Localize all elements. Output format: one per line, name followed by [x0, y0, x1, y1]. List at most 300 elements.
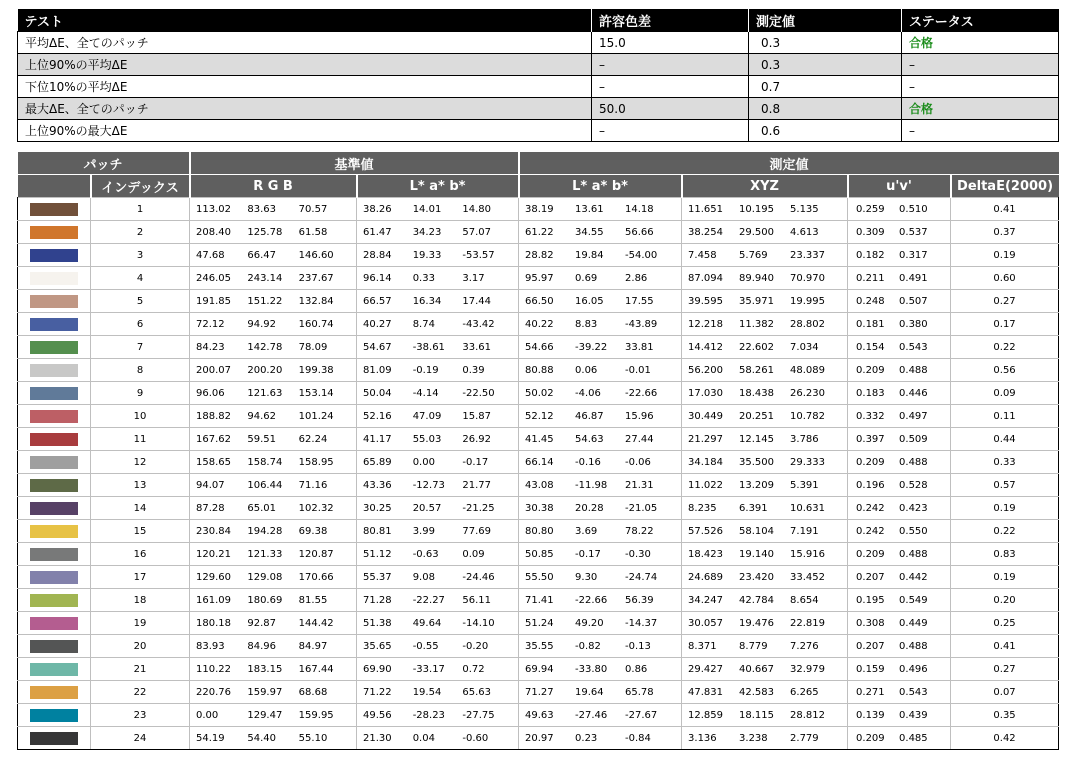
xyz-value: 26.230 — [790, 387, 826, 399]
uv-value: 0.449 — [899, 617, 928, 629]
swatch-cell — [18, 405, 91, 428]
rgb-cell — [190, 520, 357, 543]
rgb-value: 54.40 — [247, 732, 276, 744]
patch-header-sub-row — [18, 175, 1059, 198]
xyz-value: 10.195 — [739, 203, 775, 215]
lab-value: 26.92 — [462, 433, 491, 445]
lab-value: -0.20 — [462, 640, 489, 652]
color-swatch — [30, 617, 78, 630]
patch-row — [18, 405, 1059, 428]
lab-value: 19.64 — [575, 686, 604, 698]
uv-cell — [848, 635, 951, 658]
lab-value: 51.12 — [363, 548, 392, 560]
delta-e-value: 0.56 — [951, 359, 1059, 382]
patch-row — [18, 451, 1059, 474]
xyz-cell — [682, 244, 848, 267]
lab-value: 54.67 — [363, 341, 392, 353]
uv-value: 0.397 — [856, 433, 885, 445]
xyz-value: 28.812 — [790, 709, 826, 721]
uv-value: 0.154 — [856, 341, 885, 353]
color-swatch — [30, 226, 78, 239]
xyz-value: 19.476 — [739, 617, 775, 629]
lab-value: 81.09 — [363, 364, 392, 376]
rgb-value: 199.38 — [298, 364, 334, 376]
lab-value: 9.30 — [575, 571, 598, 583]
uv-value: 0.309 — [856, 226, 885, 238]
xyz-cell — [682, 428, 848, 451]
delta-e-value: 0.35 — [951, 704, 1059, 727]
lab-value: -0.55 — [412, 640, 439, 652]
summary-row — [18, 54, 1059, 76]
lab-value: -28.23 — [412, 709, 445, 721]
lab-value: 61.22 — [525, 226, 554, 238]
lab-value: 71.41 — [525, 594, 554, 606]
uv-value: 0.209 — [856, 364, 885, 376]
rgb-value: 102.32 — [298, 502, 334, 514]
lab-measured-cell — [519, 382, 682, 405]
rgb-value: 191.85 — [196, 295, 232, 307]
xyz-cell — [682, 497, 848, 520]
delta-e-value: 0.41 — [951, 635, 1059, 658]
rgb-value: 170.66 — [298, 571, 334, 583]
rgb-value: 167.62 — [196, 433, 232, 445]
lab-value: -0.84 — [625, 732, 651, 744]
lab-value: 78.22 — [625, 525, 654, 537]
lab-value: 34.23 — [412, 226, 442, 238]
summary-table — [17, 9, 1059, 142]
lab-value: 66.14 — [525, 456, 554, 468]
xyz-cell — [682, 405, 848, 428]
uv-value: 0.242 — [856, 502, 885, 514]
header-xyz: XYZ — [682, 175, 848, 198]
lab-value: 30.38 — [525, 502, 554, 514]
xyz-value: 22.819 — [790, 617, 826, 629]
xyz-value: 8.235 — [688, 502, 717, 514]
lab-reference-cell — [357, 635, 519, 658]
patch-index: 14 — [91, 497, 190, 520]
swatch-cell — [18, 681, 91, 704]
lab-value: 69.94 — [525, 663, 554, 675]
patch-index: 1 — [91, 198, 190, 221]
delta-e-value: 0.44 — [951, 428, 1059, 451]
rgb-value: 87.28 — [196, 502, 225, 514]
lab-value: -0.19 — [412, 364, 439, 376]
lab-value: 9.08 — [412, 571, 435, 583]
lab-reference-cell — [357, 658, 519, 681]
xyz-cell — [682, 612, 848, 635]
lab-value: 61.47 — [363, 226, 392, 238]
uv-value: 0.259 — [856, 203, 885, 215]
patch-index: 4 — [91, 267, 190, 290]
xyz-value: 29.500 — [739, 226, 775, 238]
lab-reference-cell — [357, 313, 519, 336]
lab-value: -54.00 — [625, 249, 658, 261]
xyz-value: 7.276 — [790, 640, 819, 652]
patch-header-top-row — [18, 152, 1059, 175]
delta-e-value: 0.27 — [951, 658, 1059, 681]
rgb-value: 84.96 — [247, 640, 276, 652]
delta-e-value: 0.07 — [951, 681, 1059, 704]
uv-value: 0.528 — [899, 479, 928, 491]
lab-value: 0.09 — [462, 548, 485, 560]
uv-value: 0.196 — [856, 479, 885, 491]
lab-value: 65.63 — [462, 686, 491, 698]
lab-value: 30.25 — [363, 502, 392, 514]
header-delta-e: DeltaE(2000) — [951, 175, 1059, 198]
uv-value: 0.491 — [899, 272, 928, 284]
header-index: インデックス — [91, 175, 190, 198]
xyz-cell — [682, 359, 848, 382]
xyz-value: 23.337 — [790, 249, 826, 261]
xyz-value: 35.971 — [739, 295, 775, 307]
header-swatch — [18, 175, 91, 198]
lab-value: 66.50 — [525, 295, 554, 307]
delta-e-value: 0.19 — [951, 244, 1059, 267]
rgb-value: 200.07 — [196, 364, 232, 376]
rgb-value: 71.16 — [298, 479, 328, 491]
patch-index: 15 — [91, 520, 190, 543]
rgb-value: 121.63 — [247, 387, 283, 399]
lab-value: 65.78 — [625, 686, 654, 698]
xyz-value: 11.022 — [688, 479, 724, 491]
swatch-cell — [18, 267, 91, 290]
xyz-value: 39.595 — [688, 295, 724, 307]
summary-measured-cell: 0.8 — [749, 98, 902, 120]
xyz-cell — [682, 681, 848, 704]
swatch-cell — [18, 612, 91, 635]
lab-measured-cell — [519, 405, 682, 428]
uv-value: 0.488 — [899, 456, 928, 468]
patch-index: 10 — [91, 405, 190, 428]
lab-value: 0.33 — [412, 272, 435, 284]
uv-value: 0.446 — [899, 387, 928, 399]
lab-value: -0.17 — [462, 456, 489, 468]
xyz-value: 5.769 — [739, 249, 768, 261]
delta-e-value: 0.11 — [951, 405, 1059, 428]
xyz-value: 15.916 — [790, 548, 826, 560]
xyz-value: 8.779 — [739, 640, 768, 652]
patch-index: 24 — [91, 727, 190, 750]
rgb-value: 132.84 — [298, 295, 334, 307]
lab-value: 14.01 — [412, 203, 442, 215]
summary-test-cell: 最大ΔE、全てのパッチ — [18, 98, 592, 120]
delta-e-value: 0.17 — [951, 313, 1059, 336]
xyz-value: 17.030 — [688, 387, 724, 399]
lab-measured-cell — [519, 474, 682, 497]
uv-cell — [848, 658, 951, 681]
lab-value: 50.04 — [363, 387, 392, 399]
uv-value: 0.543 — [899, 686, 928, 698]
header-measured: 測定値 — [749, 9, 902, 32]
lab-measured-cell — [519, 244, 682, 267]
lab-value: -0.60 — [462, 732, 489, 744]
swatch-cell — [18, 221, 91, 244]
color-swatch — [30, 502, 78, 515]
patch-row — [18, 543, 1059, 566]
delta-e-value: 0.25 — [951, 612, 1059, 635]
color-swatch — [30, 410, 78, 423]
rgb-cell — [190, 704, 357, 727]
delta-e-value: 0.83 — [951, 543, 1059, 566]
uv-value: 0.207 — [856, 640, 885, 652]
xyz-value: 5.135 — [790, 203, 819, 215]
lab-value: 34.55 — [575, 226, 604, 238]
lab-value: 57.07 — [462, 226, 491, 238]
patch-row — [18, 704, 1059, 727]
lab-value: 71.22 — [363, 686, 392, 698]
uv-value: 0.209 — [856, 732, 885, 744]
lab-value: -43.42 — [462, 318, 495, 330]
rgb-cell — [190, 221, 357, 244]
lab-value: 49.56 — [363, 709, 392, 721]
xyz-cell — [682, 290, 848, 313]
summary-status-cell: 合格 — [902, 32, 1059, 54]
xyz-value: 38.254 — [688, 226, 724, 238]
lab-reference-cell — [357, 520, 519, 543]
xyz-value: 3.786 — [790, 433, 819, 445]
patch-index: 21 — [91, 658, 190, 681]
summary-test-cell: 平均ΔE、全てのパッチ — [18, 32, 592, 54]
xyz-value: 47.831 — [688, 686, 724, 698]
patch-index: 17 — [91, 566, 190, 589]
lab-value: -53.57 — [462, 249, 495, 261]
xyz-value: 18.438 — [739, 387, 775, 399]
rgb-value: 158.74 — [247, 456, 283, 468]
color-swatch — [30, 640, 78, 653]
lab-value: 43.08 — [525, 479, 554, 491]
swatch-cell — [18, 290, 91, 313]
xyz-value: 19.995 — [790, 295, 826, 307]
lab-value: 3.17 — [462, 272, 485, 284]
xyz-cell — [682, 589, 848, 612]
uv-value: 0.332 — [856, 410, 885, 422]
lab-reference-cell — [357, 221, 519, 244]
rgb-cell — [190, 612, 357, 635]
xyz-value: 3.136 — [688, 732, 717, 744]
lab-value: 20.28 — [575, 502, 604, 514]
swatch-cell — [18, 543, 91, 566]
rgb-value: 121.33 — [247, 548, 283, 560]
xyz-value: 18.115 — [739, 709, 775, 721]
xyz-value: 12.145 — [739, 433, 775, 445]
uv-cell — [848, 382, 951, 405]
lab-reference-cell — [357, 405, 519, 428]
xyz-cell — [682, 727, 848, 750]
xyz-value: 58.261 — [739, 364, 775, 376]
lab-value: 52.12 — [525, 410, 554, 422]
lab-value: -0.82 — [575, 640, 601, 652]
lab-measured-cell — [519, 520, 682, 543]
lab-reference-cell — [357, 543, 519, 566]
lab-value: -24.46 — [462, 571, 495, 583]
xyz-value: 10.631 — [790, 502, 826, 514]
lab-reference-cell — [357, 359, 519, 382]
uv-cell — [848, 221, 951, 244]
rgb-cell — [190, 336, 357, 359]
lab-value: -33.80 — [575, 663, 608, 675]
lab-value: 54.63 — [575, 433, 604, 445]
rgb-value: 158.95 — [298, 456, 334, 468]
xyz-value: 89.940 — [739, 272, 775, 284]
xyz-value: 8.654 — [790, 594, 819, 606]
uv-value: 0.248 — [856, 295, 885, 307]
lab-value: 15.87 — [462, 410, 491, 422]
xyz-value: 29.333 — [790, 456, 826, 468]
rgb-value: 146.60 — [298, 249, 334, 261]
patch-row — [18, 635, 1059, 658]
patch-index: 12 — [91, 451, 190, 474]
rgb-value: 68.68 — [298, 686, 328, 698]
uv-cell — [848, 428, 951, 451]
uv-cell — [848, 520, 951, 543]
patch-index: 13 — [91, 474, 190, 497]
xyz-value: 12.218 — [688, 318, 724, 330]
xyz-value: 34.184 — [688, 456, 724, 468]
patch-row — [18, 474, 1059, 497]
lab-value: 49.64 — [412, 617, 442, 629]
patch-row — [18, 313, 1059, 336]
lab-value: -0.16 — [575, 456, 601, 468]
lab-reference-cell — [357, 198, 519, 221]
xyz-cell — [682, 313, 848, 336]
lab-value: 28.84 — [363, 249, 392, 261]
color-swatch — [30, 479, 78, 492]
rgb-value: 142.78 — [247, 341, 283, 353]
summary-measured-cell: 0.7 — [749, 76, 902, 98]
lab-reference-cell — [357, 704, 519, 727]
lab-value: 19.54 — [412, 686, 442, 698]
delta-e-value: 0.22 — [951, 336, 1059, 359]
rgb-value: 106.44 — [247, 479, 283, 491]
xyz-value: 70.970 — [790, 272, 826, 284]
patch-row — [18, 727, 1059, 750]
xyz-value: 29.427 — [688, 663, 724, 675]
patch-row — [18, 681, 1059, 704]
rgb-value: 243.14 — [247, 272, 283, 284]
patch-index: 9 — [91, 382, 190, 405]
summary-row — [18, 120, 1059, 142]
lab-value: 16.34 — [412, 295, 442, 307]
uv-cell — [848, 405, 951, 428]
xyz-cell — [682, 658, 848, 681]
xyz-value: 19.140 — [739, 548, 775, 560]
uv-value: 0.271 — [856, 686, 885, 698]
rgb-value: 220.76 — [196, 686, 232, 698]
lab-measured-cell — [519, 313, 682, 336]
swatch-cell — [18, 566, 91, 589]
xyz-cell — [682, 382, 848, 405]
uv-cell — [848, 704, 951, 727]
lab-value: 15.96 — [625, 410, 654, 422]
lab-value: 50.02 — [525, 387, 554, 399]
rgb-value: 158.65 — [196, 456, 232, 468]
rgb-value: 0.00 — [196, 709, 219, 721]
color-swatch — [30, 295, 78, 308]
lab-value: 8.74 — [412, 318, 435, 330]
rgb-value: 153.14 — [298, 387, 334, 399]
rgb-value: 183.15 — [247, 663, 283, 675]
xyz-value: 12.859 — [688, 709, 724, 721]
xyz-value: 42.784 — [739, 594, 775, 606]
lab-value: 65.89 — [363, 456, 392, 468]
xyz-value: 3.238 — [739, 732, 768, 744]
rgb-value: 194.28 — [247, 525, 283, 537]
rgb-value: 84.23 — [196, 341, 225, 353]
uv-cell — [848, 474, 951, 497]
lab-value: 33.61 — [462, 341, 491, 353]
rgb-cell — [190, 290, 357, 313]
lab-reference-cell — [357, 267, 519, 290]
delta-e-value: 0.60 — [951, 267, 1059, 290]
delta-e-value: 0.19 — [951, 497, 1059, 520]
rgb-value: 59.51 — [247, 433, 276, 445]
rgb-cell — [190, 497, 357, 520]
rgb-value: 246.05 — [196, 272, 232, 284]
color-swatch — [30, 663, 78, 676]
swatch-cell — [18, 727, 91, 750]
color-swatch — [30, 341, 78, 354]
swatch-cell — [18, 589, 91, 612]
summary-measured-cell: 0.3 — [749, 32, 902, 54]
lab-measured-cell — [519, 497, 682, 520]
lab-reference-cell — [357, 382, 519, 405]
xyz-value: 33.452 — [790, 571, 826, 583]
lab-value: 56.11 — [462, 594, 491, 606]
lab-value: 0.23 — [575, 732, 598, 744]
summary-test-cell: 下位10%の平均ΔE — [18, 76, 592, 98]
uv-value: 0.209 — [856, 456, 885, 468]
uv-value: 0.195 — [856, 594, 885, 606]
summary-status-cell: – — [902, 76, 1059, 98]
patch-row — [18, 497, 1059, 520]
uv-cell — [848, 566, 951, 589]
xyz-cell — [682, 704, 848, 727]
lab-reference-cell — [357, 612, 519, 635]
xyz-value: 30.057 — [688, 617, 724, 629]
header-patch-group: パッチ — [18, 152, 190, 175]
xyz-value: 2.779 — [790, 732, 819, 744]
rgb-value: 161.09 — [196, 594, 232, 606]
rgb-cell — [190, 405, 357, 428]
xyz-value: 11.651 — [688, 203, 724, 215]
patch-index: 2 — [91, 221, 190, 244]
patch-row — [18, 612, 1059, 635]
swatch-cell — [18, 658, 91, 681]
rgb-cell — [190, 658, 357, 681]
xyz-value: 28.802 — [790, 318, 826, 330]
rgb-value: 160.74 — [298, 318, 334, 330]
patch-row — [18, 359, 1059, 382]
rgb-value: 180.18 — [196, 617, 232, 629]
uv-cell — [848, 727, 951, 750]
color-swatch — [30, 686, 78, 699]
lab-measured-cell — [519, 290, 682, 313]
rgb-value: 47.68 — [196, 249, 225, 261]
lab-value: 0.06 — [575, 364, 598, 376]
delta-e-value: 0.27 — [951, 290, 1059, 313]
rgb-value: 129.60 — [196, 571, 232, 583]
lab-value: -11.98 — [575, 479, 608, 491]
rgb-cell — [190, 382, 357, 405]
uv-value: 0.182 — [856, 249, 885, 261]
patch-row — [18, 336, 1059, 359]
rgb-value: 54.19 — [196, 732, 225, 744]
uv-value: 0.423 — [899, 502, 928, 514]
patch-index: 18 — [91, 589, 190, 612]
color-swatch — [30, 709, 78, 722]
header-reference-group: 基準値 — [190, 152, 519, 175]
swatch-cell — [18, 474, 91, 497]
